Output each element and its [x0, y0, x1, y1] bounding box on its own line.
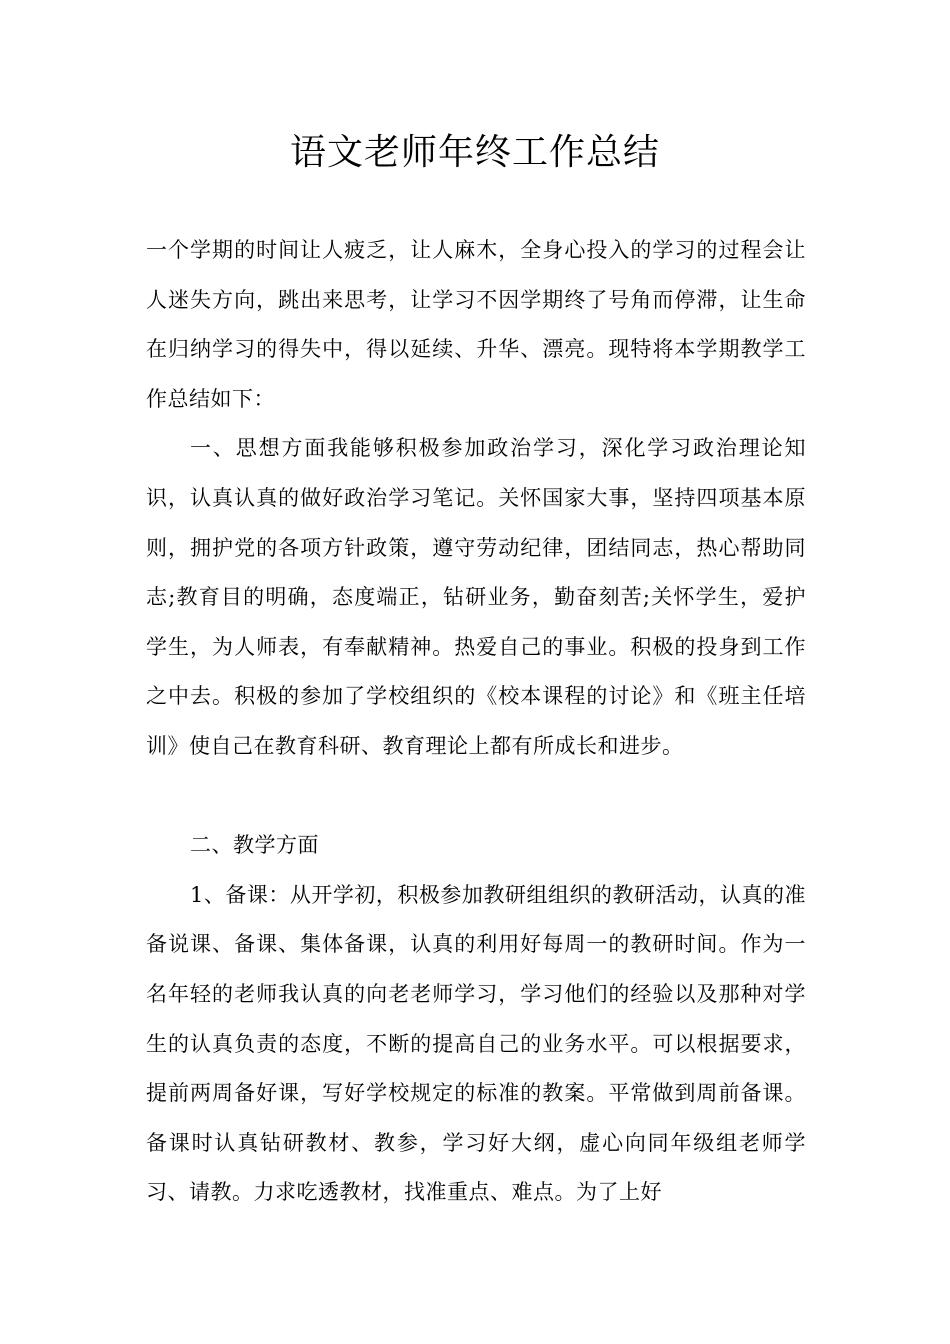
document-title: 语文老师年终工作总结 — [289, 132, 660, 173]
teaching-heading: 二、教学方面 — [190, 833, 319, 858]
ideology-paragraph: 一、思想方面我能够积极参加政治学习，深化学习政治理论知识，认真认真的做好政治学习笔记。关怀国家大事，坚持四项基本原则，拥护党的各项方针政策，遵守劳动纪律，团结同志，热心帮助同志;教育目的明确，态度端正，钻研业务，勤奋刻苦;关怀学生，爱护学生，为人师表，有奉献精神。热爱自己的事业。积极的投身到工作之中去。积极的参加了学校组织的《校本课程的讨论》和《班主任培训》使自己在教育科研、教育理论上都有所成长和进步。 — [146, 436, 806, 758]
intro-paragraph: 一个学期的时间让人疲乏，让人麻木，全身心投入的学习的过程会让人迷失方向，跳出来思考，让学习不因学期终了号角而停滞，让生命在归纳学习的得失中，得以延续、升华、漂亮。现特将本学期教学工作总结如下： — [146, 238, 806, 411]
lesson-prep-paragraph: 1、备课：从开学初，积极参加教研组组织的教研活动，认真的准备说课、备课、集体备课，认真的利用好每周一的教研时间。作为一名年轻的老师我认真的向老老师学习，学习他们的经验以及那种对学生的认真负责的态度，不断的提高自己的业务水平。可以根据要求，提前两周备好课，写好学校规定的标准的教案。平常做到周前备课。备课时认真钻研教材、教参，学习好大纲，虚心向同年级组老师学习、请教。力求吃透教材，找准重点、难点。为了上好 — [146, 882, 806, 1205]
document-body — [146, 226, 806, 1218]
paragraph-spacer — [146, 772, 806, 822]
